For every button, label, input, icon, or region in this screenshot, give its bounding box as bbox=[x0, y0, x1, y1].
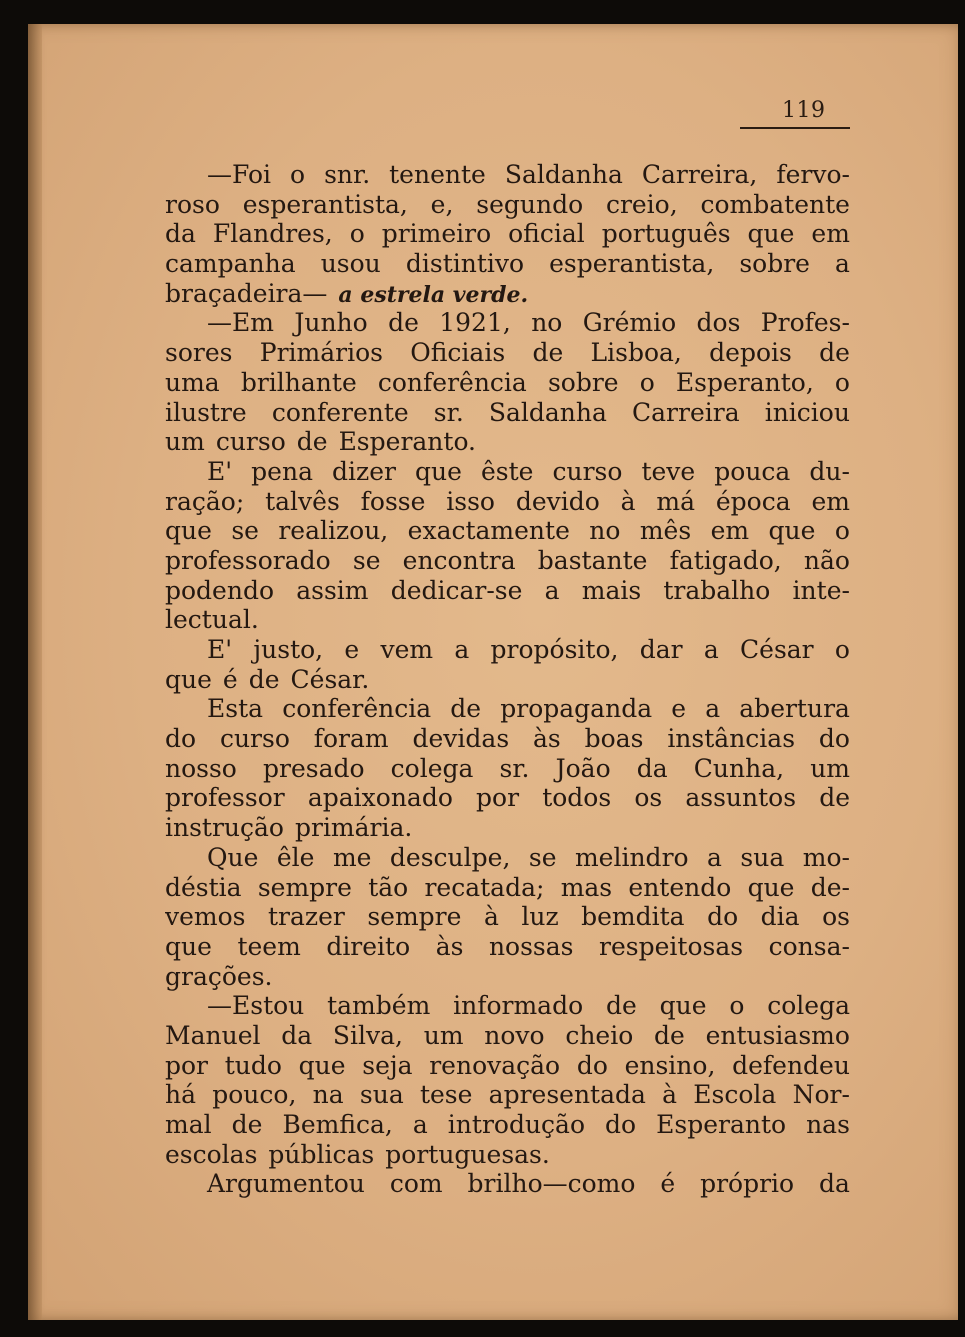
text-line bbox=[165, 635, 850, 665]
text-line bbox=[165, 813, 850, 843]
word: renovação bbox=[429, 1050, 561, 1080]
word: de bbox=[654, 1020, 685, 1050]
word: sempre bbox=[257, 872, 352, 902]
text-line bbox=[165, 902, 850, 932]
word: de bbox=[248, 664, 280, 694]
word: teve bbox=[641, 456, 696, 486]
word: ensino, bbox=[624, 1050, 716, 1080]
word: de bbox=[388, 308, 419, 338]
word: o bbox=[349, 219, 365, 249]
word: apresentada bbox=[488, 1080, 646, 1110]
word: Que bbox=[207, 842, 259, 872]
text-line bbox=[165, 1080, 850, 1110]
word: professor bbox=[165, 783, 285, 813]
word: me bbox=[332, 842, 372, 872]
word: brilhante bbox=[240, 367, 357, 397]
word: a bbox=[835, 249, 850, 279]
word: consa- bbox=[768, 931, 850, 961]
word: Saldanha bbox=[488, 397, 607, 427]
word: à bbox=[662, 1080, 678, 1110]
text-line bbox=[165, 279, 850, 309]
word: sobre bbox=[547, 367, 619, 397]
word: primeiro bbox=[381, 219, 492, 249]
word: mês bbox=[639, 516, 692, 546]
text-line bbox=[165, 843, 850, 873]
word: portuguesas. bbox=[385, 1139, 550, 1169]
italic-phrase: a estrela verde. bbox=[338, 281, 529, 308]
word: fatigado, bbox=[669, 545, 782, 575]
word: do bbox=[707, 902, 739, 932]
word: segundo bbox=[476, 189, 584, 219]
text-line bbox=[165, 190, 850, 220]
word: justo, bbox=[253, 635, 324, 664]
text-line bbox=[165, 398, 850, 428]
word: em bbox=[811, 486, 850, 516]
text-line bbox=[165, 754, 850, 784]
word: colega bbox=[390, 753, 474, 783]
word: por bbox=[165, 1050, 209, 1080]
word: à bbox=[620, 486, 636, 516]
word: dos bbox=[696, 308, 741, 338]
word: e bbox=[344, 635, 360, 664]
word: há bbox=[165, 1080, 197, 1110]
word: cheio bbox=[565, 1020, 634, 1050]
word: sores bbox=[165, 338, 233, 368]
word: época bbox=[715, 486, 791, 516]
text-line bbox=[165, 546, 850, 576]
word: Esperanto. bbox=[338, 427, 477, 457]
word: informado bbox=[453, 991, 584, 1021]
text-line bbox=[165, 368, 850, 398]
word: escolas bbox=[165, 1139, 258, 1169]
word: Lisboa, bbox=[590, 338, 682, 368]
word: de bbox=[532, 338, 564, 368]
word: iniciou bbox=[764, 397, 850, 427]
word: sempre bbox=[367, 902, 462, 932]
word: de bbox=[819, 338, 850, 368]
word: curso bbox=[215, 427, 286, 457]
word: de- bbox=[810, 872, 850, 902]
word: oficial bbox=[508, 219, 585, 249]
word: o bbox=[834, 635, 850, 664]
word: a bbox=[705, 694, 721, 724]
word: E' bbox=[207, 635, 233, 664]
word: às bbox=[435, 931, 464, 961]
word: assuntos bbox=[685, 783, 797, 813]
word: com bbox=[389, 1169, 443, 1199]
text-line bbox=[165, 1169, 850, 1199]
word: luz bbox=[521, 902, 559, 932]
word: que bbox=[165, 931, 212, 961]
word: Flandres, bbox=[212, 219, 333, 249]
text-line bbox=[165, 427, 850, 457]
text-line bbox=[165, 962, 850, 992]
word: exactamente bbox=[407, 516, 570, 546]
word: creio, bbox=[605, 189, 678, 219]
word: do bbox=[818, 724, 850, 754]
word: a bbox=[412, 1110, 428, 1139]
word: não bbox=[803, 545, 850, 575]
word: Argumentou bbox=[207, 1169, 365, 1199]
word: apaixonado bbox=[307, 783, 453, 813]
word: talvês bbox=[265, 486, 340, 516]
word: o bbox=[834, 516, 850, 546]
word: do bbox=[165, 724, 197, 754]
word: pouco, bbox=[212, 1080, 297, 1110]
word: que bbox=[747, 219, 795, 249]
text-line bbox=[165, 694, 850, 724]
page-number-rule bbox=[740, 127, 850, 129]
word: português bbox=[601, 219, 731, 249]
word: mas bbox=[560, 872, 613, 902]
word: pouca bbox=[714, 456, 791, 486]
word: Silva, bbox=[332, 1020, 403, 1050]
word: que bbox=[298, 1050, 346, 1080]
word: nas bbox=[806, 1110, 850, 1139]
word: combatente bbox=[700, 189, 850, 219]
word: tão bbox=[368, 872, 409, 902]
word: professorado bbox=[165, 545, 331, 575]
word: isso bbox=[446, 486, 495, 516]
text-line bbox=[165, 1110, 850, 1140]
word: depois bbox=[709, 338, 792, 368]
word: sua bbox=[359, 1080, 404, 1110]
word: do bbox=[605, 1110, 637, 1139]
word: curso bbox=[552, 456, 623, 486]
word: êle bbox=[276, 842, 315, 872]
word: sr. bbox=[433, 397, 464, 427]
word: instrução bbox=[165, 813, 284, 843]
word: Saldanha bbox=[504, 160, 623, 189]
word: êste bbox=[480, 456, 534, 486]
word: assim bbox=[296, 575, 369, 605]
word: E' bbox=[207, 456, 233, 486]
word: de bbox=[231, 1110, 263, 1139]
word: direito bbox=[326, 931, 411, 961]
word: realizou, bbox=[278, 516, 389, 546]
word: dar bbox=[639, 635, 683, 664]
text-line bbox=[165, 991, 850, 1021]
word: vem bbox=[380, 635, 434, 664]
word: novo bbox=[484, 1020, 545, 1050]
word: Nor- bbox=[792, 1080, 850, 1110]
word: snr. bbox=[324, 160, 371, 189]
word: Manuel bbox=[165, 1020, 261, 1050]
word: campanha bbox=[165, 249, 296, 279]
word: Carreira, bbox=[641, 160, 758, 189]
word: um bbox=[810, 753, 850, 783]
word: mo- bbox=[802, 842, 850, 872]
word: o bbox=[729, 991, 745, 1021]
word: conferência bbox=[282, 694, 432, 724]
word: na bbox=[312, 1080, 344, 1110]
word: no bbox=[531, 308, 563, 338]
word: Esperanto, bbox=[675, 367, 814, 397]
word: ração; bbox=[165, 486, 245, 516]
page-number: 119 bbox=[782, 98, 826, 123]
word: Oficiais bbox=[410, 338, 506, 368]
text-line bbox=[165, 576, 850, 606]
word: grações. bbox=[165, 961, 273, 991]
word: usou bbox=[320, 249, 381, 279]
word: bemdita bbox=[581, 902, 685, 932]
word: fosse bbox=[360, 486, 426, 516]
word: Escola bbox=[693, 1080, 777, 1110]
binding-gutter bbox=[28, 24, 42, 1320]
word: seja bbox=[362, 1050, 413, 1080]
word: —Estou bbox=[207, 991, 305, 1021]
word: distintivo bbox=[405, 249, 525, 279]
word: devidas bbox=[412, 724, 510, 754]
word: sobre bbox=[739, 249, 810, 279]
word: a bbox=[703, 635, 719, 664]
word: Carreira bbox=[632, 397, 740, 427]
word: devido bbox=[515, 486, 600, 516]
word: presado bbox=[262, 753, 365, 783]
word: uma bbox=[165, 367, 220, 397]
word: por bbox=[476, 783, 520, 813]
text-line bbox=[165, 160, 850, 190]
word: da bbox=[281, 1020, 313, 1050]
word: introdução bbox=[447, 1110, 586, 1139]
word: que bbox=[659, 991, 707, 1021]
word: desculpe, bbox=[389, 842, 511, 872]
text-line bbox=[165, 338, 850, 368]
text-line bbox=[165, 605, 850, 635]
word: dedicar-se bbox=[390, 575, 523, 605]
word: colega bbox=[767, 991, 850, 1021]
text-line bbox=[165, 249, 850, 279]
word: recatada; bbox=[424, 872, 545, 902]
word: podendo bbox=[165, 575, 275, 605]
word: entendo bbox=[628, 872, 732, 902]
word: um bbox=[423, 1020, 464, 1050]
text-line bbox=[165, 516, 850, 546]
text-line bbox=[165, 932, 850, 962]
word: ilustre bbox=[165, 397, 247, 427]
word: o bbox=[290, 160, 306, 189]
word: vemos bbox=[165, 902, 246, 932]
word: que bbox=[768, 516, 816, 546]
word: se bbox=[352, 545, 381, 575]
word: se bbox=[528, 842, 557, 872]
word: a bbox=[544, 575, 560, 605]
word: dizer bbox=[332, 456, 396, 486]
word: João bbox=[555, 753, 611, 783]
word: dia bbox=[760, 902, 800, 932]
word: é bbox=[222, 664, 238, 694]
word: tese bbox=[419, 1080, 473, 1110]
word: nosso bbox=[165, 753, 237, 783]
text-line bbox=[165, 219, 850, 249]
word: brilho—como bbox=[467, 1169, 636, 1199]
word: a bbox=[707, 842, 722, 872]
word: no bbox=[589, 516, 621, 546]
word: braçadeira— bbox=[165, 278, 328, 308]
word: 1921, bbox=[439, 308, 511, 338]
word: entusiasmo bbox=[705, 1020, 850, 1050]
word: da bbox=[636, 753, 668, 783]
word: abertura bbox=[739, 694, 850, 724]
word: a bbox=[454, 635, 470, 664]
word: inte- bbox=[792, 575, 850, 605]
word: do bbox=[576, 1050, 608, 1080]
word: encontra bbox=[402, 545, 516, 575]
word: Esta bbox=[207, 694, 264, 724]
word: e bbox=[671, 694, 687, 724]
word: tudo bbox=[224, 1050, 282, 1080]
word: lectual. bbox=[165, 605, 259, 635]
word: que bbox=[165, 664, 212, 694]
word: de bbox=[296, 427, 328, 457]
word: Esperanto bbox=[656, 1110, 787, 1139]
word: Grémio bbox=[582, 308, 677, 338]
word: déstia bbox=[165, 872, 242, 902]
text-line bbox=[165, 1140, 850, 1170]
word: os bbox=[822, 902, 850, 932]
word: mal bbox=[165, 1110, 212, 1139]
word: primária. bbox=[294, 813, 413, 843]
word: conferente bbox=[271, 397, 409, 427]
body-text bbox=[165, 160, 850, 1199]
word: má bbox=[656, 486, 696, 516]
word: públicas bbox=[268, 1139, 375, 1169]
word: teem bbox=[237, 931, 301, 961]
word: trazer bbox=[268, 902, 345, 932]
word: conferência bbox=[377, 367, 527, 397]
word: que bbox=[747, 872, 795, 902]
word: Bemfica, bbox=[282, 1110, 393, 1139]
word: à bbox=[483, 902, 499, 932]
text-line bbox=[165, 308, 850, 338]
text-line bbox=[165, 487, 850, 517]
word: trabalho bbox=[663, 575, 771, 605]
word: em bbox=[710, 516, 750, 546]
word: da bbox=[819, 1169, 850, 1199]
word: também bbox=[327, 991, 431, 1021]
word: Junho bbox=[294, 308, 368, 338]
word: curso bbox=[219, 724, 290, 754]
text-line bbox=[165, 1051, 850, 1081]
word: um bbox=[165, 427, 205, 457]
word: César bbox=[740, 635, 814, 664]
word: —Em bbox=[207, 308, 274, 338]
word: propósito, bbox=[490, 635, 619, 664]
word: o bbox=[834, 367, 850, 397]
word: boas bbox=[584, 724, 644, 754]
word: pena bbox=[251, 456, 313, 486]
text-line bbox=[165, 665, 850, 695]
word: tenente bbox=[389, 160, 486, 189]
word: du- bbox=[809, 456, 850, 486]
text-line bbox=[165, 1021, 850, 1051]
word: o bbox=[639, 367, 655, 397]
word: que bbox=[165, 516, 212, 546]
word: Primários bbox=[259, 338, 383, 368]
word: de bbox=[605, 991, 637, 1021]
text-line bbox=[165, 724, 850, 754]
word: de bbox=[819, 783, 850, 813]
word: que bbox=[415, 456, 462, 486]
word: sua bbox=[740, 842, 785, 872]
word: defendeu bbox=[732, 1050, 850, 1080]
word: esperantista, bbox=[549, 249, 715, 279]
word: às bbox=[533, 724, 561, 754]
text-line bbox=[165, 783, 850, 813]
word: em bbox=[811, 219, 850, 249]
word: fervo- bbox=[776, 160, 850, 189]
word: todos bbox=[542, 783, 612, 813]
word: mais bbox=[581, 575, 642, 605]
word: César. bbox=[290, 664, 370, 694]
word: da bbox=[165, 219, 196, 249]
word: e, bbox=[430, 189, 454, 219]
word: esperantista, bbox=[242, 189, 408, 219]
word: os bbox=[634, 783, 663, 813]
word: —Foi bbox=[207, 160, 272, 189]
word: de bbox=[450, 694, 482, 724]
word: próprio bbox=[700, 1169, 795, 1199]
word: bastante bbox=[537, 545, 648, 575]
text-line bbox=[165, 873, 850, 903]
word: melindro bbox=[574, 842, 689, 872]
word: Profes- bbox=[760, 308, 850, 338]
word: propaganda bbox=[500, 694, 653, 724]
word: roso bbox=[165, 189, 220, 219]
word: é bbox=[660, 1169, 676, 1199]
text-line bbox=[165, 457, 850, 487]
word: sr. bbox=[499, 753, 530, 783]
word: Cunha, bbox=[693, 753, 785, 783]
word: instâncias bbox=[667, 724, 796, 754]
word: se bbox=[231, 516, 259, 546]
word: foram bbox=[313, 724, 389, 754]
word: nossas bbox=[488, 931, 574, 961]
word: respeitosas bbox=[599, 931, 744, 961]
